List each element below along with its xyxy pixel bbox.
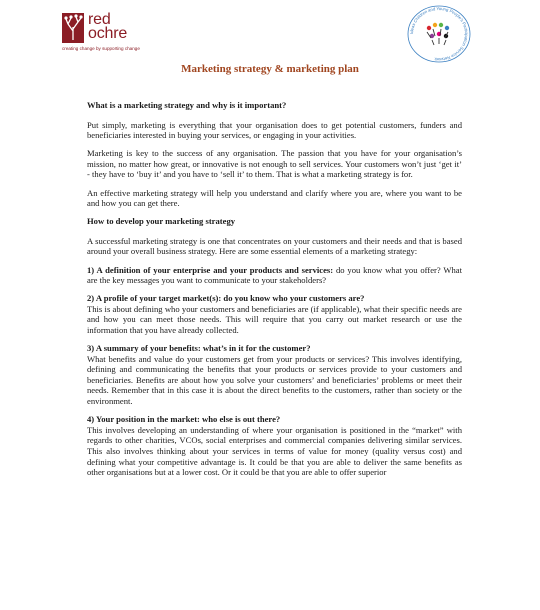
badge-ring-text: Ideas Children and Young People's Participation Service Network [408, 5, 470, 63]
document-body [87, 100, 462, 485]
participation-network-badge [402, 4, 476, 64]
item-label: 3) A summary of your benefits: what’s in it for the customer? [87, 343, 311, 354]
list-item [87, 265, 462, 286]
item-text: This involves developing an understanding of where your organisation is positioned in the “market” with regards to other charities, VCOs, social enterprises and commercial companies delivering similar services. This also involves thinking about your services in terms of value for money (quality versus cost) and defining what your competitive advantage is. It could be that you are able to deliver the same benefits as other organisations but at a lower cost. Or it could be that you are able to offer superior [87, 424, 462, 478]
tree-icon [62, 13, 84, 43]
paragraph: Marketing is key to the success of any organisation. The passion that you have for your organisation’s mission, no matter how great, or innovative is not enough to sell services. Your customers won’t just ‘get it’ - they have to ‘buy it’ and you have to ‘sell it’ to them. That is what a marketing strategy is for. [87, 148, 462, 180]
paragraph: A successful marketing strategy is one that concentrates on your customers and their needs and that is based around your overall business strategy. Here are some essential elements of a marketing strategy: [87, 235, 462, 257]
logo-tagline: creating change by supporting change [62, 46, 140, 51]
item-text: This is about defining who your customers and beneficiaries are (if applicable), what their specific needs are and how you can meet those needs. This will require that you carry out market research or use the information that you have already collected. [87, 303, 462, 335]
item-label: 4) Your position in the market: who else is out there? [87, 414, 281, 425]
page-header [0, 0, 540, 70]
logo-name-line1: red [88, 11, 111, 28]
item-text: What benefits and value do your customers get from your products or services? This involves identifying, defining and communicating the benefits that your products or services provide to your customers and beneficiaries. Benefits are about how you solve your customers’ and beneficiaries’ problems or meet their needs. Remember that in this case it is about the direct benefits to the customers, rather than society or the environment. [87, 353, 462, 407]
logo-name [88, 13, 127, 41]
paragraph: Put simply, marketing is everything that your organisation does to get potential customers, funders and beneficiaries interested in buying your services, or engaging in your activities. [87, 119, 462, 141]
item-label: 1) A definition of your enterprise and your products and services: [87, 264, 334, 275]
red-ochre-logo [62, 13, 172, 57]
section-heading-how: How to develop your marketing strategy [87, 216, 236, 227]
section-heading-why: What is a marketing strategy and why is it important? [87, 100, 287, 110]
list-item [87, 343, 462, 407]
page-title: Marketing strategy & marketing plan [181, 63, 359, 75]
item-label: 2) A profile of your target market(s): do you know who your customers are? [87, 293, 365, 304]
logo-name-line2: ochre [88, 25, 128, 42]
list-item [87, 293, 462, 335]
list-item [87, 414, 462, 478]
item-text: do you know what you offer? What are the key messages you want to communicate to your stakeholders? [87, 264, 462, 286]
paragraph: An effective marketing strategy will help you understand and clarify where you are, where you want to be and how you can get there. [87, 187, 462, 209]
